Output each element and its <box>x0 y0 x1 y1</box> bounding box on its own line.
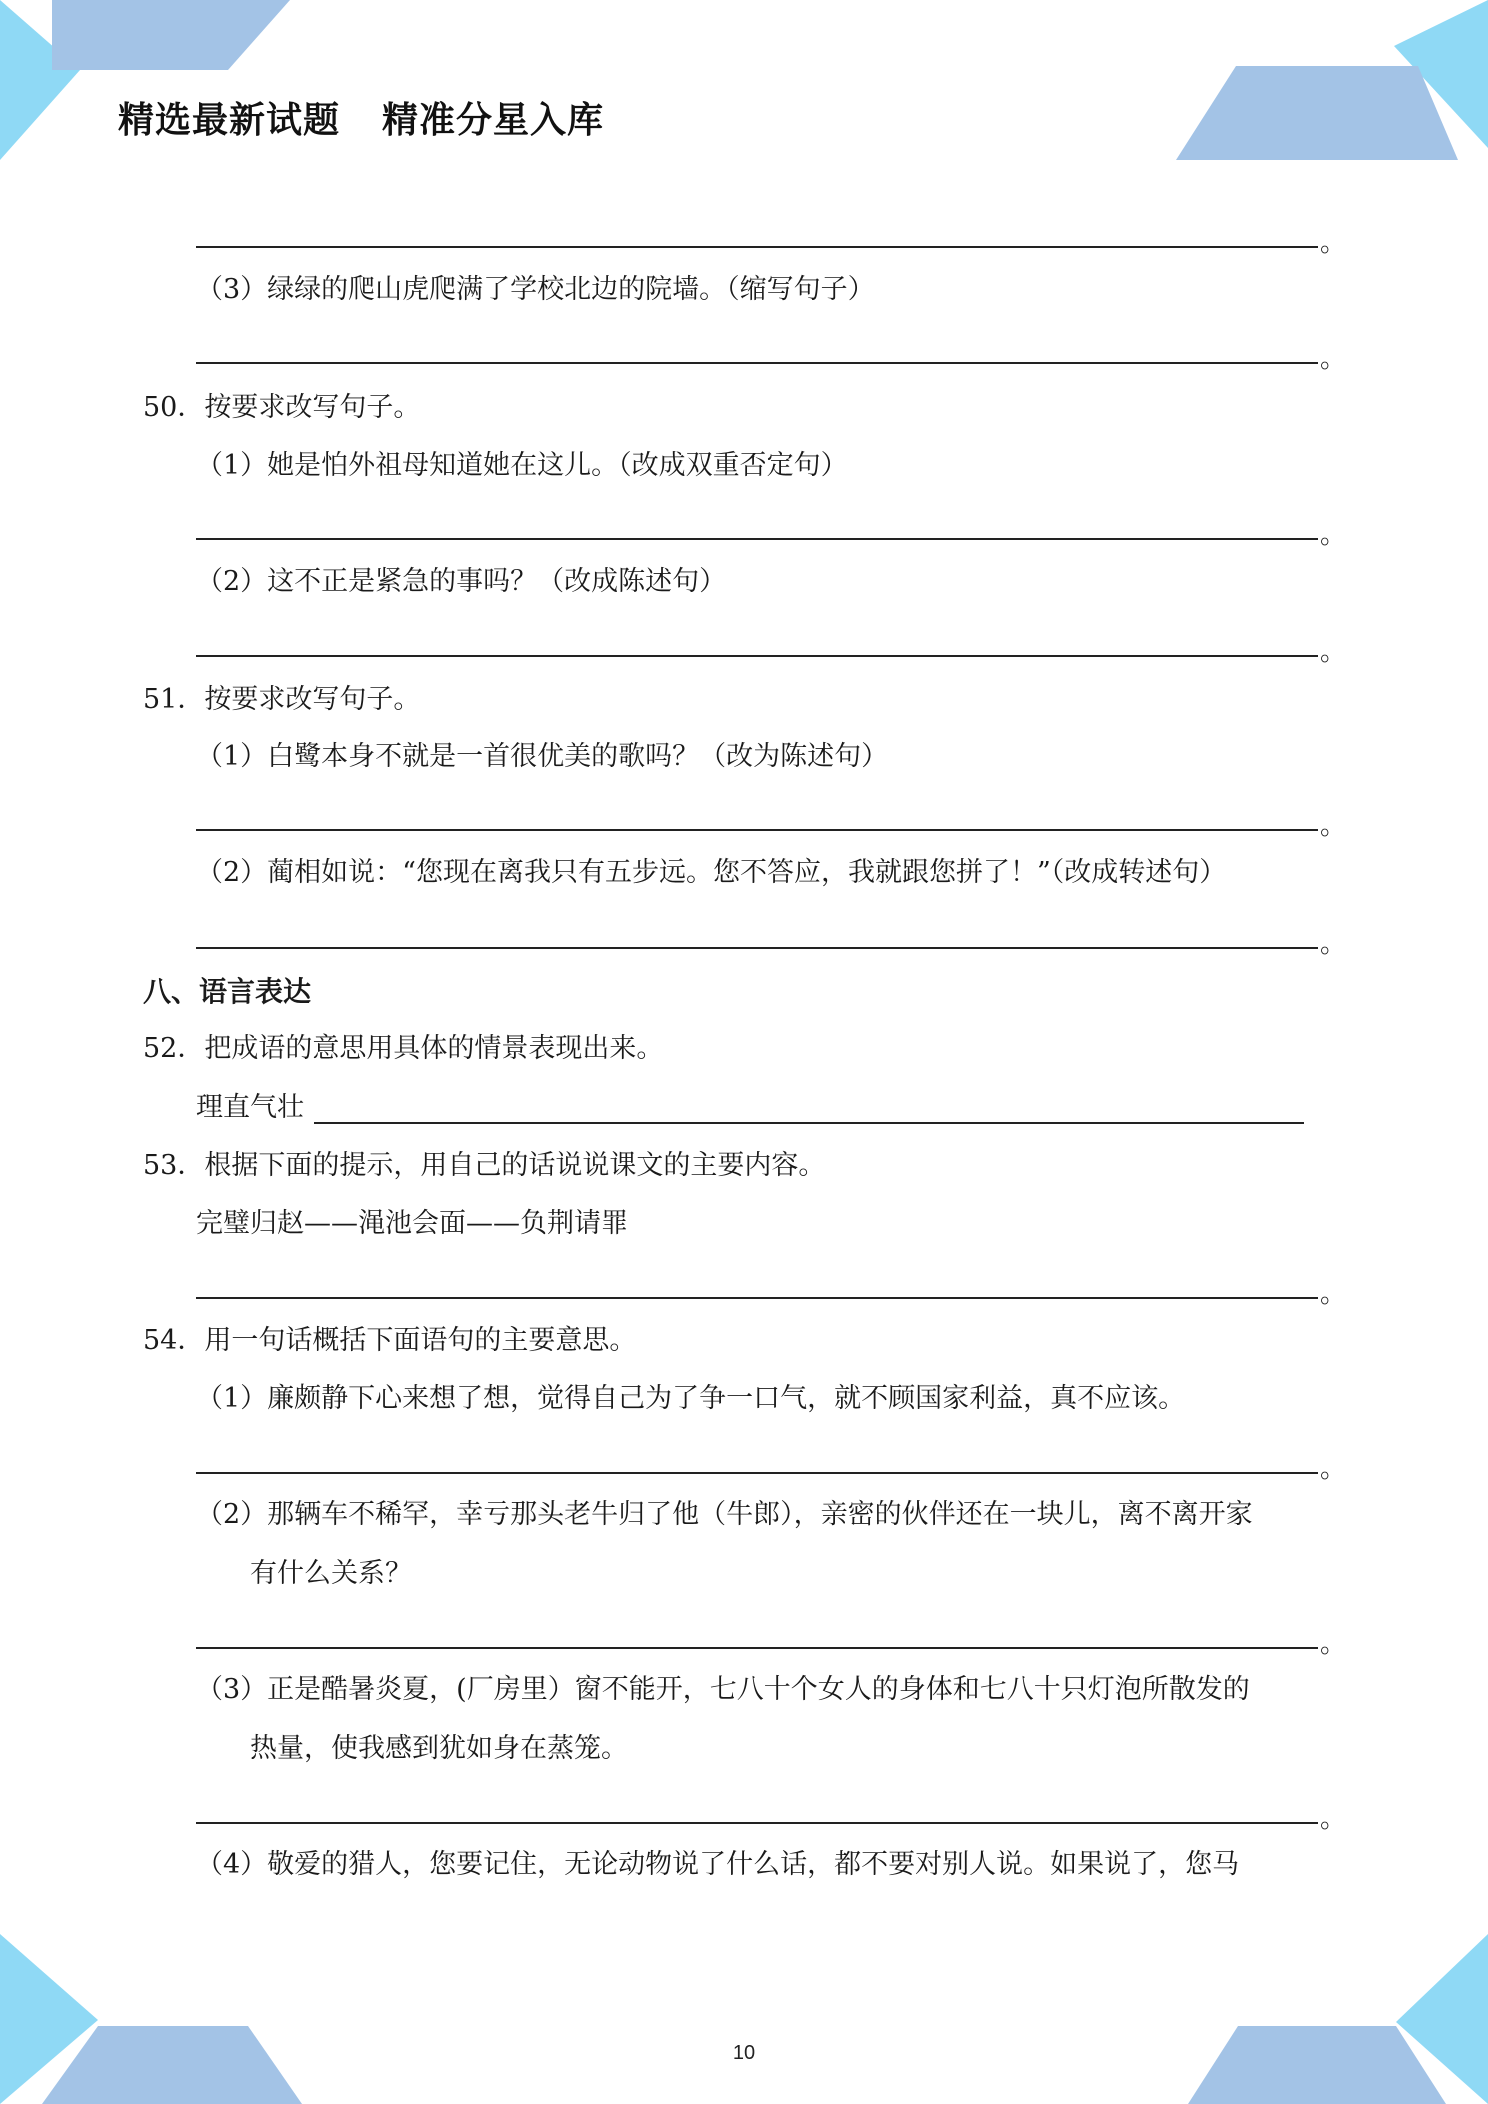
q54-2-prompt-line2: 有什么关系？ <box>250 1558 412 1589</box>
answer-period: 。 <box>1320 228 1347 258</box>
q50-2-prompt: （2）这不正是紧急的事吗？（改成陈述句） <box>196 566 727 597</box>
answer-line-53[interactable] <box>196 1297 1318 1299</box>
answer-period: 。 <box>1320 344 1347 374</box>
answer-line-50-2[interactable] <box>196 655 1318 657</box>
q54-title: 54．用一句话概括下面语句的主要意思。 <box>143 1325 637 1356</box>
q49-3-prompt: （3）绿绿的爬山虎爬满了学校北边的院墙。（缩写句子） <box>196 274 875 305</box>
header-title-left: 精选最新试题 <box>118 100 341 141</box>
answer-line-54-2[interactable] <box>196 1647 1318 1649</box>
answer-period: 。 <box>1320 1454 1347 1484</box>
q50-1-prompt: （1）她是怕外祖母知道她在这儿。（改成双重否定句） <box>196 450 848 481</box>
answer-line-52[interactable] <box>314 1122 1304 1124</box>
section-8-heading: 八、语言表达 <box>143 975 312 1008</box>
q54-2-prompt-line1: （2）那辆车不稀罕，幸亏那头老牛归了他（牛郎），亲密的伙伴还在一块儿，离不离开家 <box>196 1499 1253 1530</box>
header-title <box>118 92 604 143</box>
q54-4-prompt-line1: （4）敬爱的猎人，您要记住，无论动物说了什么话，都不要对别人说。如果说了，您马 <box>196 1849 1240 1880</box>
q54-3-prompt-line1: （3）正是酷暑炎夏，(厂房里）窗不能开，七八十个女人的身体和七八十只灯泡所散发的 <box>196 1674 1250 1705</box>
q53-title: 53．根据下面的提示，用自己的话说说课文的主要内容。 <box>143 1150 826 1181</box>
answer-period: 。 <box>1320 1279 1347 1309</box>
answer-line-54-3[interactable] <box>196 1822 1318 1824</box>
q50-title: 50．按要求改写句子。 <box>143 392 421 423</box>
answer-period: 。 <box>1320 637 1347 667</box>
answer-line-49-3[interactable] <box>196 362 1318 364</box>
q52-idiom: 理直气壮 <box>196 1092 304 1123</box>
header-title-right: 精准分星入库 <box>382 100 605 141</box>
answer-period: 。 <box>1320 811 1347 841</box>
answer-period: 。 <box>1320 929 1347 959</box>
answer-line-51-2[interactable] <box>196 947 1318 949</box>
answer-period: 。 <box>1320 1804 1347 1834</box>
q54-3-prompt-line2: 热量，使我感到犹如身在蒸笼。 <box>250 1733 628 1764</box>
q54-1-prompt: （1）廉颇静下心来想了想，觉得自己为了争一口气，就不顾国家利益，真不应该。 <box>196 1383 1186 1414</box>
q53-hint: 完璧归赵——渑池会面——负荆请罪 <box>196 1208 628 1239</box>
q51-1-prompt: （1）白鹭本身不就是一首很优美的歌吗？（改为陈述句） <box>196 741 889 772</box>
answer-line-49-2[interactable] <box>196 246 1318 248</box>
answer-line-50-1[interactable] <box>196 538 1318 540</box>
top-left-trapezoid <box>52 0 290 70</box>
answer-line-51-1[interactable] <box>196 829 1318 831</box>
answer-line-54-1[interactable] <box>196 1472 1318 1474</box>
answer-period: 。 <box>1320 1629 1347 1659</box>
page-number: 10 <box>732 2042 756 2064</box>
answer-period: 。 <box>1320 520 1347 550</box>
q51-title: 51．按要求改写句子。 <box>143 684 421 715</box>
bottom-right-trapezoid <box>1188 2026 1446 2104</box>
q52-title: 52．把成语的意思用具体的情景表现出来。 <box>143 1033 664 1064</box>
q51-2-prompt: （2）蔺相如说：“您现在离我只有五步远。您不答应，我就跟您拼了！”（改成转述句） <box>196 857 1227 888</box>
bottom-left-trapezoid <box>42 2026 302 2104</box>
top-right-trapezoid <box>1176 66 1458 160</box>
